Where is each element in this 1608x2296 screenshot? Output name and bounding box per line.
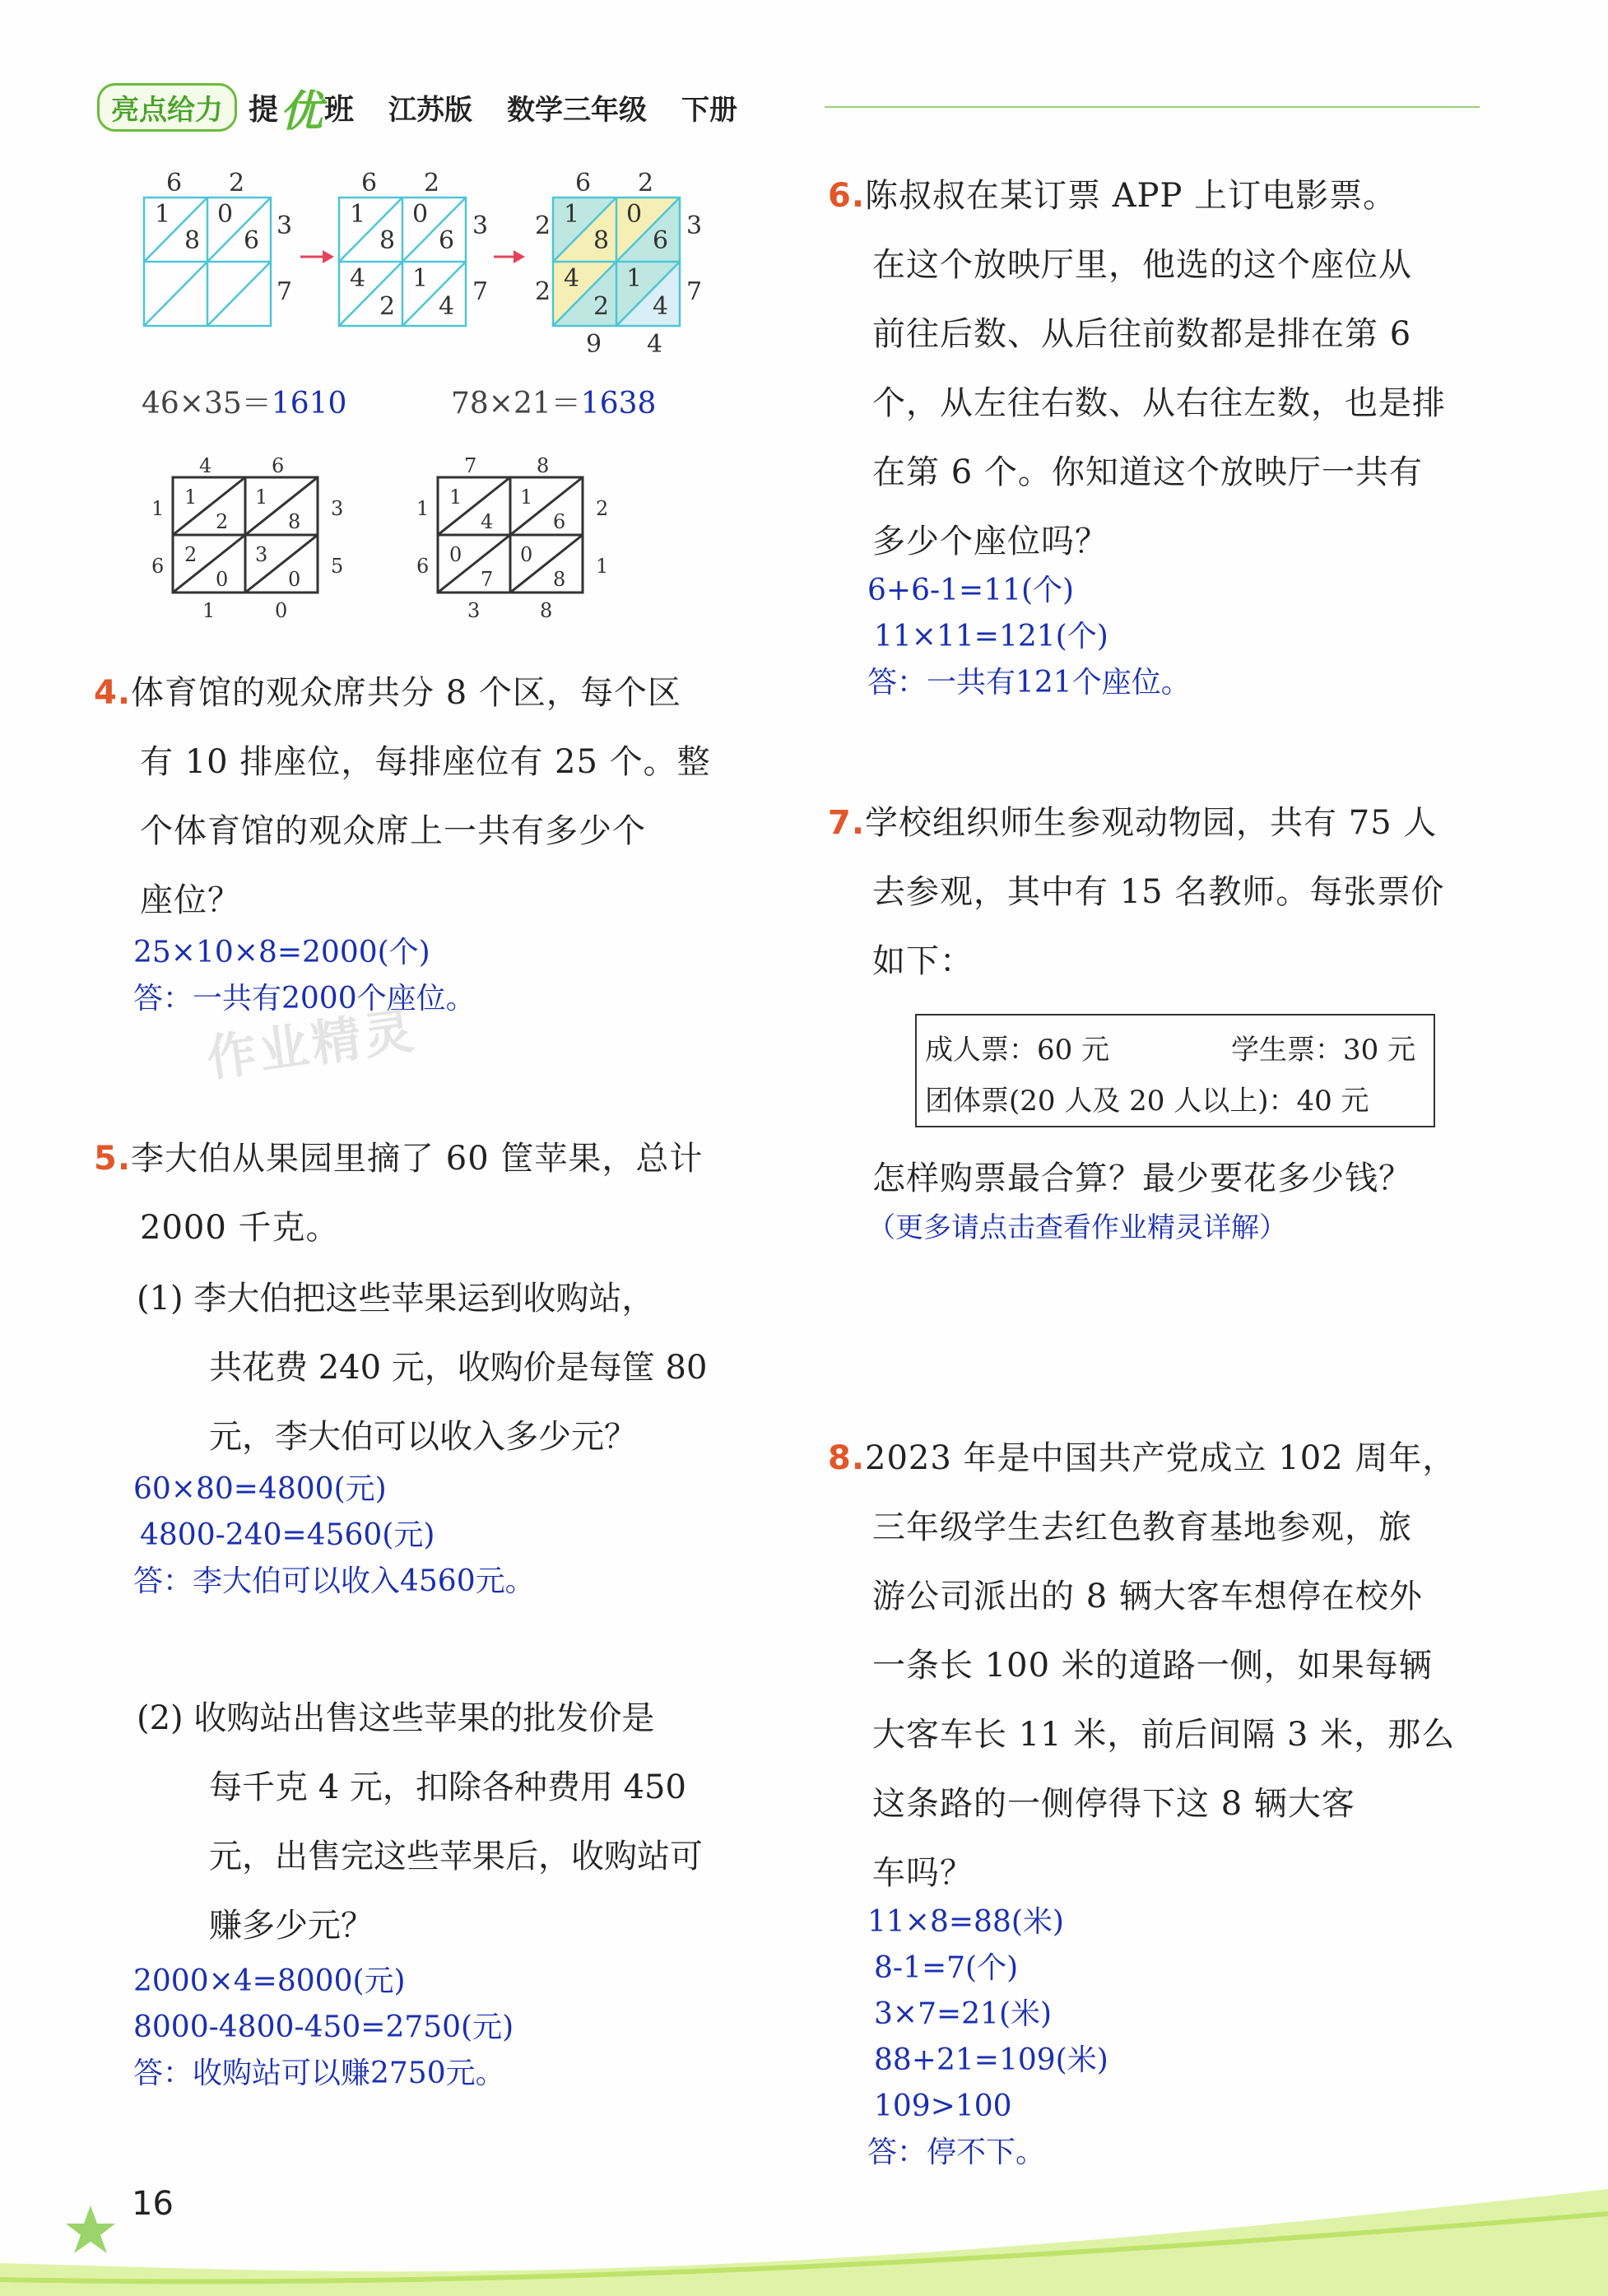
q6-line-4: 个，从左往右数、从右往左数，也是排 xyxy=(872,384,1446,422)
g2-cell-5: 2 xyxy=(379,292,396,321)
g5-cell-7: 8 xyxy=(553,568,566,591)
equation-2-expr: 78×21＝ xyxy=(451,387,581,421)
q5-ans2-line-2: 8000-4800-450=2750(元) xyxy=(133,2010,514,2044)
g4-bottom-1: 0 xyxy=(275,599,288,622)
q6-answer-line-2: 11×11=121(个) xyxy=(874,620,1108,653)
g4-cell-4: 2 xyxy=(184,543,198,566)
q8-answer-line-3: 3×7=21(米) xyxy=(874,1997,1053,2031)
q6-text-1: 陈叔叔在某订票 APP 上订电影票。 xyxy=(865,177,1397,215)
q8-number: 8. xyxy=(828,1439,866,1477)
ticket-group: 团体票(20 人及 20 人以上)：40 元 xyxy=(925,1085,1369,1118)
q5-answer-2 xyxy=(133,1959,514,2097)
lattice-diagram-bottom xyxy=(140,453,650,625)
g4-top-0: 4 xyxy=(199,454,212,477)
q4-line-2: 有 10 排座位，每排座位有 25 个。整 xyxy=(140,743,711,781)
g3-cell-7: 4 xyxy=(653,292,669,321)
g5-bottom-1: 8 xyxy=(540,599,553,622)
q7-text-1: 学校组织师生参观动物园，共有 75 人 xyxy=(865,804,1438,842)
q6-line-6: 多少个座位吗？ xyxy=(872,523,1108,560)
g3-right-0: 3 xyxy=(686,211,703,240)
q8-line-6: 这条路的一侧停得下这 8 辆大客 xyxy=(872,1785,1355,1823)
g5-left-0: 1 xyxy=(416,497,430,520)
ticket-adult: 成人票：60 元 xyxy=(925,1034,1110,1067)
g5-top-1: 8 xyxy=(537,454,550,477)
g1-top-0: 6 xyxy=(166,169,183,198)
q6-line-2: 在这个放映厅里，他选的这个座位从 xyxy=(872,246,1412,284)
g1-cell-3: 6 xyxy=(244,226,260,255)
q6-answer-line-3: 答：一共有121个座位。 xyxy=(867,666,1191,699)
question-5 xyxy=(94,1124,703,1262)
g2-cell-3: 6 xyxy=(439,226,455,255)
g5-cell-2: 1 xyxy=(520,486,533,509)
g4-cell-2: 1 xyxy=(255,486,268,509)
q7-line-2: 去参观，其中有 15 名教师。每张票价 xyxy=(872,873,1445,911)
q4-number: 4. xyxy=(94,674,132,712)
q5-sub1-line-2: 共花费 240 元，收购价是每筐 80 xyxy=(209,1349,708,1387)
q6-line-5: 在第 6 个。你知道这个放映厅一共有 xyxy=(872,453,1423,491)
g4-cell-0: 1 xyxy=(184,486,198,509)
q5-answer-1 xyxy=(133,1466,535,1605)
g2-cell-0: 1 xyxy=(350,200,366,229)
g4-left-0: 1 xyxy=(151,497,165,520)
ticket-price-box xyxy=(915,1014,1435,1127)
q4-answer-line-2: 答：一共有2000个座位。 xyxy=(133,982,476,1016)
q6-line-3: 前往后数、从后往前数都是排在第 6 xyxy=(872,315,1412,353)
q5-number: 5. xyxy=(94,1140,132,1178)
g2-cell-2: 0 xyxy=(412,200,429,229)
g3-cell-6: 1 xyxy=(626,264,643,293)
q5-ans1-line-1: 60×80=4800(元) xyxy=(133,1472,387,1506)
g3-cell-4: 4 xyxy=(564,264,580,293)
equation-2 xyxy=(451,380,656,422)
q7-line-1 xyxy=(828,788,1444,858)
g5-cell-5: 7 xyxy=(481,568,494,591)
q8-line-4: 一条长 100 米的道路一侧，如果每辆 xyxy=(872,1647,1433,1685)
q4-text-1: 体育馆的观众席共分 8 个区，每个区 xyxy=(131,674,681,712)
q8-line-1 xyxy=(828,1424,1456,1493)
question-7 xyxy=(828,788,1444,996)
g2-right-0: 3 xyxy=(472,211,489,240)
g4-cell-1: 2 xyxy=(216,510,229,533)
q7-line-3: 如下： xyxy=(872,942,974,980)
watermark: 作业精灵 xyxy=(203,1002,421,1089)
lattice-diagram-top xyxy=(132,165,741,362)
q7-question: 怎样购票最合算？最少要花多少钱？ xyxy=(872,1160,1412,1197)
g3-bottom-1: 4 xyxy=(647,330,663,359)
g5-right-1: 1 xyxy=(596,555,609,578)
g1-right-1: 7 xyxy=(277,277,293,306)
q5-sub2-line-3: 元，出售完这些苹果后，收购站可 xyxy=(209,1838,703,1875)
q8-answer xyxy=(867,1899,1108,2176)
g5-cell-1: 4 xyxy=(481,510,494,533)
g2-cell-1: 8 xyxy=(379,226,396,255)
g3-cell-5: 2 xyxy=(593,292,610,321)
q8-line-7: 车吗？ xyxy=(872,1854,974,1892)
subject-label: 数学三年级 xyxy=(507,93,648,127)
g5-right-0: 2 xyxy=(596,497,609,520)
g1-cell-2: 0 xyxy=(217,200,234,229)
q6-answer xyxy=(867,568,1191,706)
arrow-icon xyxy=(494,250,525,263)
g2-cell-7: 4 xyxy=(439,292,455,321)
g3-cell-1: 8 xyxy=(593,226,610,255)
g2-cell-4: 4 xyxy=(350,264,366,293)
brand-ban: 班 xyxy=(324,92,355,127)
g3-cell-3: 6 xyxy=(653,226,669,255)
g5-cell-3: 6 xyxy=(553,510,566,533)
q5-line-1 xyxy=(94,1124,703,1193)
q5-text-1: 李大伯从果园里摘了 60 筐苹果，总计 xyxy=(131,1140,704,1178)
g2-right-1: 7 xyxy=(472,277,489,306)
q7-hint-link[interactable]: （更多请点击查看作业精灵详解） xyxy=(867,1211,1287,1244)
q5-ans2-line-1: 2000×4=8000(元) xyxy=(133,1964,406,1998)
footer-decoration xyxy=(0,2173,1608,2296)
q5-sub1-line-1: (1) 李大伯把这些苹果运到收购站， xyxy=(137,1280,655,1318)
g4-cell-6: 3 xyxy=(255,543,268,566)
g5-top-0: 7 xyxy=(464,454,477,477)
q5-sub2-line-4: 赚多少元？ xyxy=(209,1907,374,1945)
q8-answer-line-2: 8-1=7(个) xyxy=(874,1951,1019,1985)
q4-line-1 xyxy=(94,658,711,727)
star-icon xyxy=(66,2205,115,2253)
q6-line-1 xyxy=(828,161,1446,230)
g4-left-1: 6 xyxy=(151,555,165,578)
g2-top-1: 2 xyxy=(424,169,440,198)
q8-answer-line-5: 109>100 xyxy=(874,2089,1012,2123)
g5-left-1: 6 xyxy=(416,555,430,578)
brand-you: 优 xyxy=(280,86,323,137)
brand-ti: 提 xyxy=(249,92,279,127)
q5-sub2-line-1: (2) 收购站出售这些苹果的批发价是 xyxy=(137,1699,655,1737)
q8-line-5: 大客车长 11 米，前后间隔 3 米，那么 xyxy=(872,1716,1456,1754)
g5-cell-4: 0 xyxy=(449,543,462,566)
g3-left-1: 2 xyxy=(535,277,551,306)
g4-cell-7: 0 xyxy=(288,568,301,591)
q8-answer-line-6: 答：停不下。 xyxy=(867,2136,1046,2169)
g4-bottom-0: 1 xyxy=(202,599,216,622)
q5-sub-1 xyxy=(137,1264,707,1471)
brand-logo: 亮点给力 xyxy=(97,83,237,132)
g2-top-0: 6 xyxy=(361,169,378,198)
g5-cell-0: 1 xyxy=(449,486,462,509)
q5-sub2-line-2: 每千克 4 元，扣除各种费用 450 xyxy=(209,1768,686,1806)
equation-1-expr: 46×35＝ xyxy=(142,387,272,421)
g3-cell-2: 0 xyxy=(626,200,643,229)
g4-top-1: 6 xyxy=(272,454,285,477)
g2-cell-6: 1 xyxy=(412,264,429,293)
g5-bottom-0: 3 xyxy=(467,599,481,622)
equation-2-result: 1638 xyxy=(580,387,657,421)
volume-label: 下册 xyxy=(681,93,738,127)
q7-number: 7. xyxy=(828,804,866,842)
g1-cell-1: 8 xyxy=(184,226,201,255)
g1-right-0: 3 xyxy=(277,211,293,240)
q5-ans1-line-3: 答：李大伯可以收入4560元。 xyxy=(133,1564,535,1598)
g1-cell-0: 1 xyxy=(155,200,171,229)
edition-label: 江苏版 xyxy=(388,93,473,127)
g5-cell-6: 0 xyxy=(520,543,533,566)
g3-right-1: 7 xyxy=(686,277,703,306)
equation-1 xyxy=(142,380,346,422)
g4-cell-5: 0 xyxy=(216,568,229,591)
g3-cell-0: 1 xyxy=(564,200,580,229)
g1-top-1: 2 xyxy=(229,169,245,198)
q5-line-2: 2000 千克。 xyxy=(140,1209,340,1247)
q8-line-3: 游公司派出的 8 辆大客车想停在校外 xyxy=(872,1578,1423,1615)
q5-sub1-line-3: 元，李大伯可以收入多少元？ xyxy=(209,1418,637,1456)
g3-top-0: 6 xyxy=(575,169,592,198)
q4-line-4: 座位？ xyxy=(140,881,241,919)
ticket-student: 学生票：30 元 xyxy=(1231,1034,1416,1067)
page-number: 16 xyxy=(132,2185,174,2223)
q5-ans1-line-2: 4800-240=4560(元) xyxy=(140,1518,435,1552)
g3-left-0: 2 xyxy=(535,211,551,240)
g3-top-1: 2 xyxy=(638,169,654,198)
page-header xyxy=(97,82,738,137)
q4-line-3: 个体育馆的观众席上一共有多少个 xyxy=(140,812,646,850)
g4-cell-3: 8 xyxy=(288,510,301,533)
header-divider xyxy=(825,106,1480,108)
q6-answer-line-1: 6+6-1=11(个) xyxy=(867,574,1075,607)
q4-answer-line-1: 25×10×8=2000(个) xyxy=(133,936,430,969)
arrow-icon xyxy=(300,250,334,263)
equation-1-result: 1610 xyxy=(271,387,347,421)
g3-bottom-0: 9 xyxy=(586,330,602,359)
q5-ans2-line-3: 答：收购站可以赚2750元。 xyxy=(133,2057,505,2090)
g4-right-0: 3 xyxy=(331,497,344,520)
question-8 xyxy=(828,1424,1456,1908)
q8-answer-line-1: 11×8=88(米) xyxy=(867,1905,1064,1939)
q8-answer-line-4: 88+21=109(米) xyxy=(874,2043,1108,2077)
q8-line-2: 三年级学生去红色教育基地参观，旅 xyxy=(872,1508,1412,1546)
question-4 xyxy=(94,658,711,935)
g4-right-1: 5 xyxy=(331,555,344,578)
q5-sub-2 xyxy=(137,1684,703,1960)
q6-number: 6. xyxy=(828,177,866,215)
question-6 xyxy=(828,161,1446,576)
q8-text-1: 2023 年是中国共产党成立 102 周年， xyxy=(865,1439,1457,1477)
